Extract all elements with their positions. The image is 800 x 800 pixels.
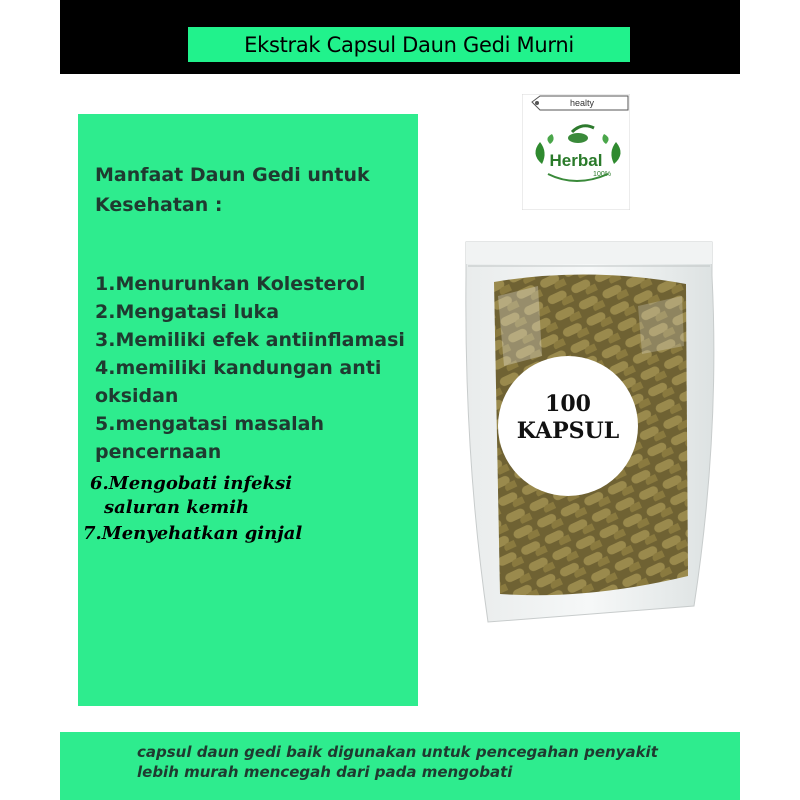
capsule-unit: KAPSUL: [516, 418, 620, 444]
heading-line-2: Kesehatan :: [95, 194, 223, 216]
benefit-item: 6.Mengobati infeksi: [90, 473, 293, 494]
footer-line-2: lebih murah mencegah dari pada mengobati: [137, 763, 513, 781]
capsule-count: 100: [545, 391, 591, 417]
title-box: [188, 27, 630, 62]
benefits-list: [83, 270, 415, 546]
logo-tag-text: healty: [569, 98, 595, 108]
logo-brand-text: Herbal: [549, 151, 603, 170]
benefit-item: 1.Menurunkan Kolesterol: [95, 273, 366, 295]
benefit-item: pencernaan: [95, 441, 222, 463]
benefit-item: oksidan: [95, 385, 179, 407]
heading-line-1: Manfaat Daun Gedi untuk: [95, 164, 370, 186]
benefit-item: 2.Mengatasi luka: [95, 301, 280, 323]
benefit-item: 5.mengatasi masalah: [95, 413, 325, 435]
benefits-heading: [95, 160, 395, 220]
capsule-pouch-image: [458, 236, 720, 628]
herbal-logo-icon: [522, 94, 630, 210]
benefit-item: saluran kemih: [104, 497, 250, 518]
footer-line-1: capsul daun gedi baik digunakan untuk pencegahan penyakit: [137, 743, 658, 761]
benefit-item: 7.Menyehatkan ginjal: [83, 523, 303, 544]
benefit-item: 4.memiliki kandungan anti: [95, 357, 382, 379]
logo-sub-text: 100%: [593, 171, 611, 178]
herbal-logo: [522, 94, 630, 210]
footer-text: [137, 742, 737, 782]
product-pouch: [458, 236, 720, 628]
page-title: Ekstrak Capsul Daun Gedi Murni: [244, 32, 574, 57]
benefit-item: 3.Memiliki efek antiinflamasi: [95, 329, 405, 351]
